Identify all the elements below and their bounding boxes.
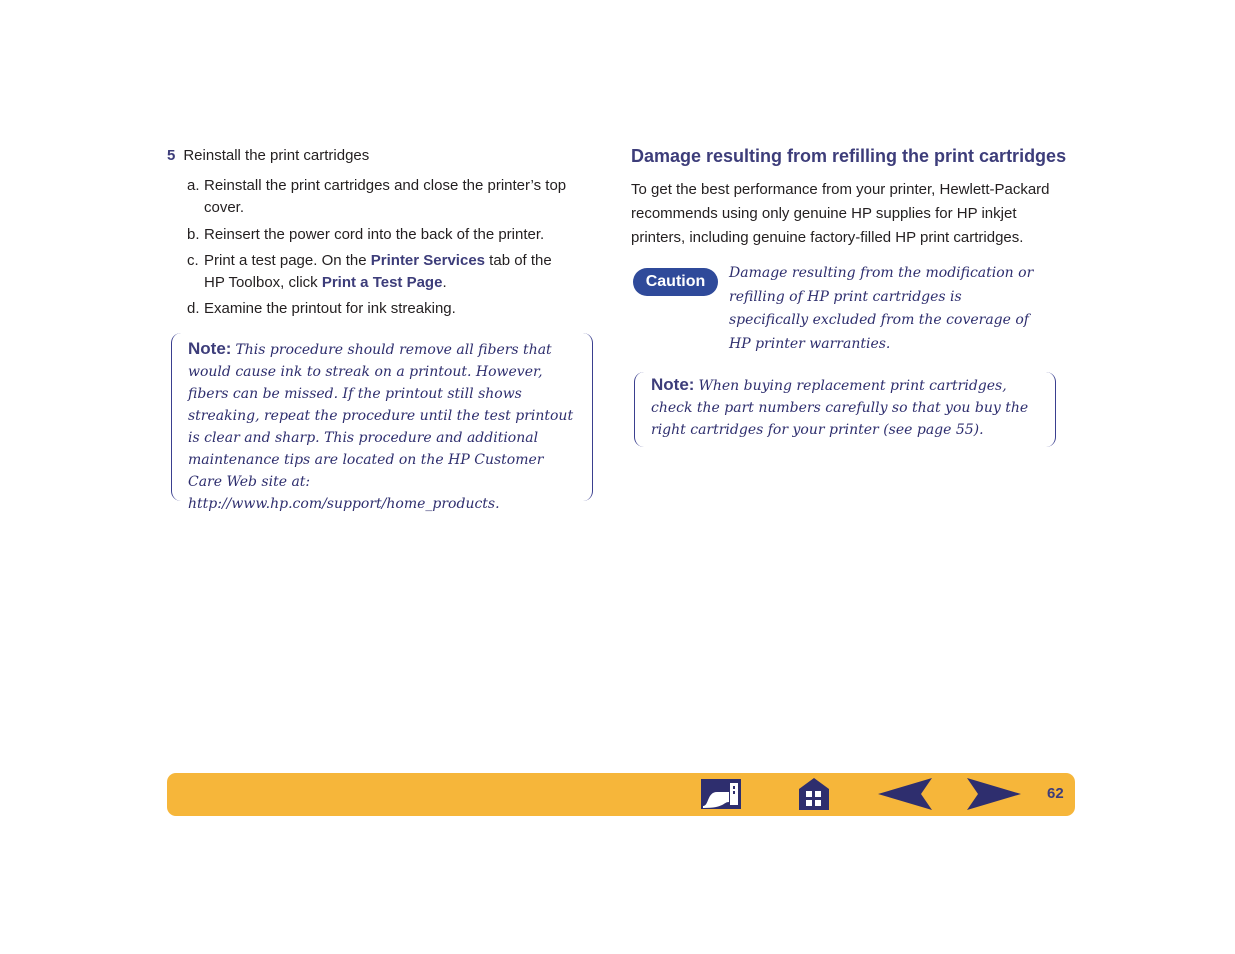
caution-text: Damage resulting from the modification or refilling of HP print cartridges is specifically excluded from the coverage of HP printer warranties. (729, 265, 1034, 352)
page-number: 62 (1047, 785, 1064, 802)
right-note-box (634, 372, 1056, 447)
substep-text: HP Toolbox, click (204, 274, 322, 291)
note-text: This procedure should remove all fibers that would cause ink to streak on a printout. However, fibers can be missed. If the printout still shows streaking, repeat the procedure until the test printout is clear and sharp. This procedure and additional maintenance tips are located on the HP Customer Care Web site at: http://www.hp.com/support/home_products. (188, 342, 574, 512)
previous-page-icon[interactable] (877, 777, 933, 811)
substep-marker: c. (187, 252, 199, 269)
note-label: Note: (188, 339, 232, 358)
next-page-icon[interactable] (966, 777, 1022, 811)
home-icon[interactable] (797, 777, 831, 811)
step-5 (167, 147, 369, 164)
footer-nav-bar (167, 773, 1075, 816)
substep-text: Examine the printout for ink streaking. (204, 300, 456, 317)
left-note-box (171, 333, 593, 512)
substep-a (187, 175, 587, 219)
substep-text-cont: cover. (204, 199, 245, 216)
substep-text: . (442, 274, 447, 291)
step-number: 5 (167, 147, 176, 164)
substep-d (187, 298, 587, 320)
substep-marker: d. (187, 300, 200, 317)
substep-marker: a. (187, 177, 200, 194)
substep-text-cont (187, 272, 587, 294)
note-label: Note: (651, 375, 695, 394)
print-test-page-ref: Print a Test Page (321, 274, 443, 291)
substep-text: Reinstall the print cartridges and close the printer’s top (204, 177, 567, 194)
left-note-content (188, 338, 578, 515)
section-paragraph: To get the best performance from your printer, Hewlett-Packard recommends using only genuine HP supplies for HP inkjet printers, including genuine factory-filled HP print cartridges. (631, 181, 1050, 246)
step-text: Reinstall the print cartridges (183, 147, 370, 164)
substep-text: tab of the (485, 252, 552, 269)
note-text: When buying replacement print cartridges, check the part numbers carefully so that you buy the right cartridges for your printer (see page 55). (651, 378, 1029, 438)
right-note-content (651, 374, 1036, 441)
printer-services-tab-ref: Printer Services (370, 252, 486, 269)
substep-b (187, 224, 587, 246)
substep-text: Reinsert the power cord into the back of the printer. (204, 226, 545, 243)
printer-icon[interactable] (699, 778, 743, 810)
caution-badge: Caution (633, 268, 718, 296)
substep-c (187, 250, 587, 294)
substep-marker: b. (187, 226, 200, 243)
section-heading: Damage resulting from refilling the print cartridges (631, 146, 1067, 166)
substep-text: Print a test page. On the (204, 252, 371, 269)
